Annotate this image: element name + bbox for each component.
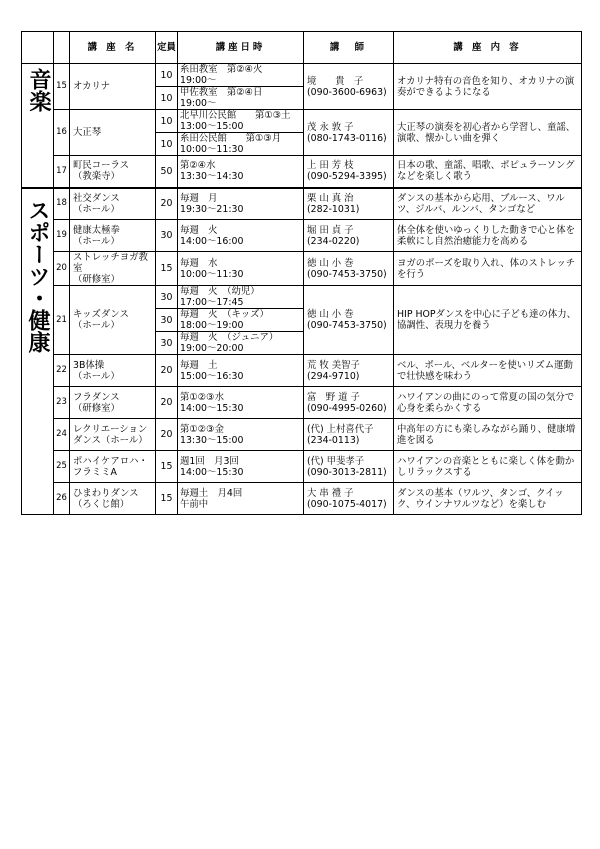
- course-teacher: 堀 田 貞 子 (234-0220): [304, 220, 394, 252]
- course-no: 19: [54, 220, 70, 252]
- course-capacity: 20: [156, 419, 178, 451]
- course-schedule: 第②④水 13:30～14:30: [178, 156, 304, 188]
- course-capacity: 30: [156, 286, 178, 309]
- course-capacity: 30: [156, 309, 178, 332]
- course-name: ポハイケアロハ・ フラミミA: [70, 451, 156, 483]
- table-row: [22, 188, 582, 220]
- table-row: [22, 451, 582, 483]
- course-no: 15: [54, 64, 70, 110]
- course-capacity: 20: [156, 188, 178, 220]
- course-name: オカリナ: [70, 64, 156, 110]
- course-schedule: 毎週 月 19:30～21:30: [178, 188, 304, 220]
- table-row: [22, 110, 582, 133]
- course-no: 26: [54, 483, 70, 515]
- course-schedule: 毎週 水 10:00～11:30: [178, 252, 304, 286]
- course-capacity: 10: [156, 87, 178, 110]
- course-capacity: 15: [156, 252, 178, 286]
- course-schedule: 糸田公民館 第①③月 10:00～11:30: [178, 133, 304, 156]
- course-schedule: 北早川公民館 第①③土 13:00～15:00: [178, 110, 304, 133]
- course-teacher: 富 野 道 子 (090-4995-0260): [304, 387, 394, 419]
- header-content: 講 座 内 容: [394, 32, 582, 64]
- header-category: [22, 32, 54, 64]
- course-name: 町民コーラス （教楽寺）: [70, 156, 156, 188]
- table-row: [22, 156, 582, 188]
- course-schedule: 毎週 火 （キッズ） 18:00～19:00: [178, 309, 304, 332]
- course-schedule: 週1回 月3回 14:00～15:30: [178, 451, 304, 483]
- course-content: ヨガのポーズを取り入れ、体のストレッチを行う: [394, 252, 582, 286]
- course-name: フラダンス （研修室）: [70, 387, 156, 419]
- course-content: 日本の歌、童謡、唱歌、ポピュラーソングなどを楽しく歌う: [394, 156, 582, 188]
- course-capacity: 15: [156, 451, 178, 483]
- category-music: [22, 64, 51, 188]
- course-name: ストレッチヨガ教室 （研修室）: [70, 252, 156, 286]
- course-content: HIP HOPダンスを中心に子ども達の体力、協調性、表現力を養う: [394, 286, 582, 355]
- course-name: 3B体操 （ホール）: [70, 355, 156, 387]
- table-row: [22, 483, 582, 515]
- course-name: 健康太極拳 （ホール）: [70, 220, 156, 252]
- course-capacity: 30: [156, 332, 178, 355]
- course-content: ハワイアンの曲にのって常夏の国の気分で心身を柔らかくする: [394, 387, 582, 419]
- course-no: 17: [54, 156, 70, 188]
- table-row: [22, 419, 582, 451]
- course-name: 大正琴: [70, 110, 156, 156]
- course-no: 24: [54, 419, 70, 451]
- course-teacher: 上 田 芳 枝 (090-5294-3395): [304, 156, 394, 188]
- course-teacher: 大 串 禮 子 (090-1075-4017): [304, 483, 394, 515]
- course-teacher: 栗 山 真 治 (282-1031): [304, 188, 394, 220]
- course-teacher: (代) 上村喜代子 (234-0113): [304, 419, 394, 451]
- course-content: 大正琴の演奏を初心者から学習し、童謡、演歌、懐かしい曲を弾く: [394, 110, 582, 156]
- course-content: ダンスの基本（ワルツ、タンゴ、クイック、ウインナワルツなど）を楽しむ: [394, 483, 582, 515]
- table-row: [22, 64, 582, 87]
- table-row: [22, 387, 582, 419]
- course-schedule: 毎週土 月4回 午前中: [178, 483, 304, 515]
- header-capacity: 定員: [156, 32, 178, 64]
- course-teacher: 徳 山 小 巻 (090-7453-3750): [304, 252, 394, 286]
- course-content: 中高年の方にも楽しみながら踊り、健康増進を図る: [394, 419, 582, 451]
- course-capacity: 20: [156, 355, 178, 387]
- course-name: ひまわりダンス （ろくじ館）: [70, 483, 156, 515]
- course-teacher: 茂 永 敦 子 (080-1743-0116): [304, 110, 394, 156]
- course-capacity: 10: [156, 133, 178, 156]
- course-name: キッズダンス （ホール）: [70, 286, 156, 355]
- course-teacher: 徳 山 小 巻 (090-7453-3750): [304, 286, 394, 355]
- course-name: 社交ダンス （ホール）: [70, 188, 156, 220]
- course-schedule: 毎週 火 14:00～16:00: [178, 220, 304, 252]
- course-schedule: 毎週 火 （幼児） 17:00～17:45: [178, 286, 304, 309]
- course-teacher: 境 貴 子 (090-3600-6963): [304, 64, 394, 110]
- course-name: レクリエーション ダンス（ホール）: [70, 419, 156, 451]
- course-schedule: 毎週 土 15:00～16:30: [178, 355, 304, 387]
- course-capacity: 20: [156, 387, 178, 419]
- header-teacher: 講 師: [304, 32, 394, 64]
- header-course-name: 講 座 名: [70, 32, 156, 64]
- table-row: [22, 355, 582, 387]
- course-schedule: 毎週 火 （ジュニア） 19:00～20:00: [178, 332, 304, 355]
- category-sports-label: スポーツ・健康: [25, 198, 50, 353]
- course-content: ベル、ボール、ベルターを使いリズム運動で壮快感を味わう: [394, 355, 582, 387]
- course-no: 18: [54, 188, 70, 220]
- header-row: [22, 32, 582, 64]
- course-body: [22, 64, 582, 515]
- table-row: [22, 252, 582, 286]
- course-content: ハワイアンの音楽とともに楽しく体を動かしリラックスする: [394, 451, 582, 483]
- course-no: 25: [54, 451, 70, 483]
- course-content: オカリナ特有の音色を知り、オカリナの演奏ができるようになる: [394, 64, 582, 110]
- category-music-label: 音楽: [26, 68, 51, 112]
- course-no: 16: [54, 110, 70, 156]
- course-no: 21: [54, 286, 70, 355]
- course-capacity: 15: [156, 483, 178, 515]
- course-teacher: 荒 牧 美智子 (294-9710): [304, 355, 394, 387]
- table-row: [22, 220, 582, 252]
- course-capacity: 10: [156, 110, 178, 133]
- course-capacity: 50: [156, 156, 178, 188]
- course-no: 20: [54, 252, 70, 286]
- course-no: 22: [54, 355, 70, 387]
- category-sports: [22, 188, 50, 515]
- course-schedule: 糸田教室 第②④火 19:00～: [178, 64, 304, 87]
- header-no: [54, 32, 70, 64]
- course-capacity: 30: [156, 220, 178, 252]
- table-row: [22, 286, 582, 309]
- course-table: [21, 31, 582, 515]
- course-capacity: 10: [156, 64, 178, 87]
- header-schedule: 講座日時: [178, 32, 304, 64]
- course-content: ダンスの基本から応用、ブルース、ワルツ、ジルバ、ルンバ、タンゴなど: [394, 188, 582, 220]
- course-schedule: 第①②③金 13:30～15:00: [178, 419, 304, 451]
- course-content: 体全体を使いゆっくりした動きで心と体を柔軟にし自然治癒能力を高める: [394, 220, 582, 252]
- course-schedule: 第①②③水 14:00～15:30: [178, 387, 304, 419]
- course-schedule: 甲佐教室 第②④日 19:00～: [178, 87, 304, 110]
- course-teacher: (代) 甲斐孝子 (090-3013-2811): [304, 451, 394, 483]
- course-no: 23: [54, 387, 70, 419]
